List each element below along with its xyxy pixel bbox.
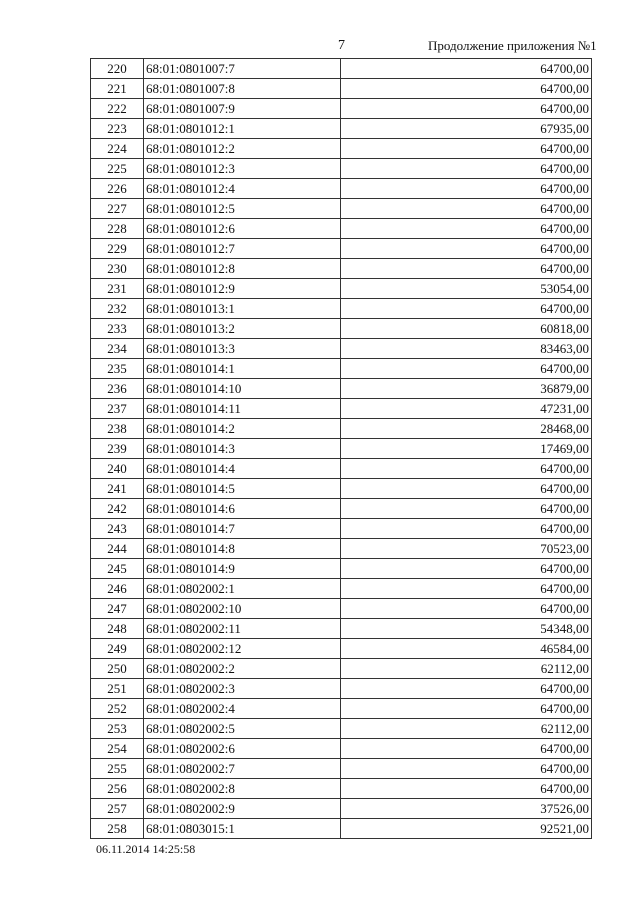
cadastral-value: 28468,00 [341, 419, 592, 439]
cadastral-value: 37526,00 [341, 799, 592, 819]
cadastral-value: 64700,00 [341, 359, 592, 379]
cadastral-number: 68:01:0802002:10 [144, 599, 341, 619]
row-number: 252 [91, 699, 144, 719]
cadastral-value: 64700,00 [341, 259, 592, 279]
row-number: 233 [91, 319, 144, 339]
table-row [91, 659, 592, 679]
table-row [91, 599, 592, 619]
cadastral-value: 62112,00 [341, 719, 592, 739]
table-row [91, 139, 592, 159]
table-row [91, 499, 592, 519]
cadastral-number: 68:01:0801014:6 [144, 499, 341, 519]
table-row [91, 299, 592, 319]
cadastral-value-table [90, 58, 592, 839]
table-row [91, 539, 592, 559]
row-number: 249 [91, 639, 144, 659]
continuation-heading: Продолжение приложения №1 [428, 38, 597, 53]
row-number: 241 [91, 479, 144, 499]
row-number: 227 [91, 199, 144, 219]
cadastral-value: 92521,00 [341, 819, 592, 839]
cadastral-number: 68:01:0801013:2 [144, 319, 341, 339]
cadastral-number: 68:01:0801014:10 [144, 379, 341, 399]
cadastral-value: 64700,00 [341, 499, 592, 519]
cadastral-value: 64700,00 [341, 559, 592, 579]
row-number: 222 [91, 99, 144, 119]
cadastral-number: 68:01:0801012:2 [144, 139, 341, 159]
page-number: 7 [338, 38, 345, 53]
cadastral-value: 36879,00 [341, 379, 592, 399]
row-number: 231 [91, 279, 144, 299]
table-row [91, 399, 592, 419]
table-row [91, 119, 592, 139]
cadastral-value: 47231,00 [341, 399, 592, 419]
row-number: 229 [91, 239, 144, 259]
table-row [91, 619, 592, 639]
table-row [91, 699, 592, 719]
row-number: 220 [91, 59, 144, 79]
cadastral-value: 64700,00 [341, 579, 592, 599]
table-row [91, 419, 592, 439]
print-timestamp: 06.11.2014 14:25:58 [96, 842, 196, 856]
table-row [91, 199, 592, 219]
cadastral-value: 64700,00 [341, 739, 592, 759]
table-row [91, 259, 592, 279]
row-number: 258 [91, 819, 144, 839]
row-number: 221 [91, 79, 144, 99]
cadastral-number: 68:01:0801014:8 [144, 539, 341, 559]
row-number: 239 [91, 439, 144, 459]
cadastral-value: 64700,00 [341, 299, 592, 319]
table-row [91, 719, 592, 739]
table-row [91, 739, 592, 759]
cadastral-number: 68:01:0801013:1 [144, 299, 341, 319]
cadastral-number: 68:01:0802002:4 [144, 699, 341, 719]
cadastral-number: 68:01:0801007:7 [144, 59, 341, 79]
cadastral-value: 64700,00 [341, 459, 592, 479]
cadastral-number: 68:01:0801014:5 [144, 479, 341, 499]
row-number: 223 [91, 119, 144, 139]
cadastral-value: 64700,00 [341, 479, 592, 499]
cadastral-value: 64700,00 [341, 519, 592, 539]
row-number: 226 [91, 179, 144, 199]
cadastral-value: 64700,00 [341, 99, 592, 119]
row-number: 237 [91, 399, 144, 419]
cadastral-number: 68:01:0803015:1 [144, 819, 341, 839]
table-row [91, 759, 592, 779]
cadastral-number: 68:01:0802002:11 [144, 619, 341, 639]
table-row [91, 819, 592, 839]
cadastral-number: 68:01:0801012:1 [144, 119, 341, 139]
table-row [91, 479, 592, 499]
cadastral-value: 17469,00 [341, 439, 592, 459]
cadastral-value: 64700,00 [341, 239, 592, 259]
table-row [91, 639, 592, 659]
cadastral-number: 68:01:0802002:1 [144, 579, 341, 599]
cadastral-number: 68:01:0801012:8 [144, 259, 341, 279]
table-row [91, 679, 592, 699]
cadastral-number: 68:01:0801007:8 [144, 79, 341, 99]
cadastral-number: 68:01:0802002:2 [144, 659, 341, 679]
row-number: 240 [91, 459, 144, 479]
row-number: 232 [91, 299, 144, 319]
table-body [91, 59, 592, 839]
table-row [91, 219, 592, 239]
cadastral-number: 68:01:0801014:7 [144, 519, 341, 539]
table-row [91, 179, 592, 199]
row-number: 245 [91, 559, 144, 579]
table-row [91, 279, 592, 299]
table-row [91, 239, 592, 259]
row-number: 257 [91, 799, 144, 819]
cadastral-value: 62112,00 [341, 659, 592, 679]
table-row [91, 779, 592, 799]
cadastral-number: 68:01:0801012:9 [144, 279, 341, 299]
cadastral-value: 64700,00 [341, 139, 592, 159]
row-number: 251 [91, 679, 144, 699]
cadastral-value: 64700,00 [341, 159, 592, 179]
cadastral-number: 68:01:0801014:9 [144, 559, 341, 579]
cadastral-number: 68:01:0801014:2 [144, 419, 341, 439]
cadastral-value: 60818,00 [341, 319, 592, 339]
table-row [91, 159, 592, 179]
cadastral-number: 68:01:0801014:3 [144, 439, 341, 459]
table-row [91, 379, 592, 399]
cadastral-value: 64700,00 [341, 179, 592, 199]
cadastral-value: 64700,00 [341, 59, 592, 79]
row-number: 238 [91, 419, 144, 439]
cadastral-value: 64700,00 [341, 79, 592, 99]
cadastral-number: 68:01:0801014:1 [144, 359, 341, 379]
table-row [91, 99, 592, 119]
row-number: 224 [91, 139, 144, 159]
cadastral-value: 46584,00 [341, 639, 592, 659]
cadastral-value: 54348,00 [341, 619, 592, 639]
row-number: 248 [91, 619, 144, 639]
cadastral-value: 64700,00 [341, 199, 592, 219]
cadastral-value: 64700,00 [341, 599, 592, 619]
cadastral-value: 64700,00 [341, 679, 592, 699]
row-number: 228 [91, 219, 144, 239]
table-row [91, 459, 592, 479]
table-row [91, 559, 592, 579]
row-number: 243 [91, 519, 144, 539]
row-number: 230 [91, 259, 144, 279]
cadastral-value: 64700,00 [341, 219, 592, 239]
cadastral-value: 70523,00 [341, 539, 592, 559]
row-number: 242 [91, 499, 144, 519]
row-number: 234 [91, 339, 144, 359]
cadastral-number: 68:01:0802002:5 [144, 719, 341, 739]
table-row [91, 439, 592, 459]
table-row [91, 359, 592, 379]
cadastral-number: 68:01:0801012:4 [144, 179, 341, 199]
row-number: 225 [91, 159, 144, 179]
table-row [91, 319, 592, 339]
cadastral-number: 68:01:0801012:5 [144, 199, 341, 219]
cadastral-value: 64700,00 [341, 779, 592, 799]
cadastral-number: 68:01:0801012:3 [144, 159, 341, 179]
table-row [91, 519, 592, 539]
table-row [91, 79, 592, 99]
cadastral-number: 68:01:0801012:6 [144, 219, 341, 239]
row-number: 250 [91, 659, 144, 679]
table-row [91, 579, 592, 599]
cadastral-number: 68:01:0801014:4 [144, 459, 341, 479]
table-row [91, 339, 592, 359]
cadastral-number: 68:01:0802002:6 [144, 739, 341, 759]
row-number: 253 [91, 719, 144, 739]
row-number: 236 [91, 379, 144, 399]
row-number: 254 [91, 739, 144, 759]
row-number: 255 [91, 759, 144, 779]
cadastral-value: 83463,00 [341, 339, 592, 359]
cadastral-number: 68:01:0802002:7 [144, 759, 341, 779]
table-row [91, 799, 592, 819]
row-number: 244 [91, 539, 144, 559]
cadastral-value: 64700,00 [341, 699, 592, 719]
cadastral-value: 53054,00 [341, 279, 592, 299]
cadastral-number: 68:01:0801013:3 [144, 339, 341, 359]
cadastral-value: 64700,00 [341, 759, 592, 779]
cadastral-number: 68:01:0802002:3 [144, 679, 341, 699]
row-number: 246 [91, 579, 144, 599]
cadastral-number: 68:01:0801007:9 [144, 99, 341, 119]
row-number: 256 [91, 779, 144, 799]
row-number: 235 [91, 359, 144, 379]
cadastral-value: 67935,00 [341, 119, 592, 139]
table-row [91, 59, 592, 79]
cadastral-number: 68:01:0802002:12 [144, 639, 341, 659]
cadastral-number: 68:01:0802002:9 [144, 799, 341, 819]
row-number: 247 [91, 599, 144, 619]
cadastral-number: 68:01:0801014:11 [144, 399, 341, 419]
cadastral-number: 68:01:0801012:7 [144, 239, 341, 259]
cadastral-number: 68:01:0802002:8 [144, 779, 341, 799]
